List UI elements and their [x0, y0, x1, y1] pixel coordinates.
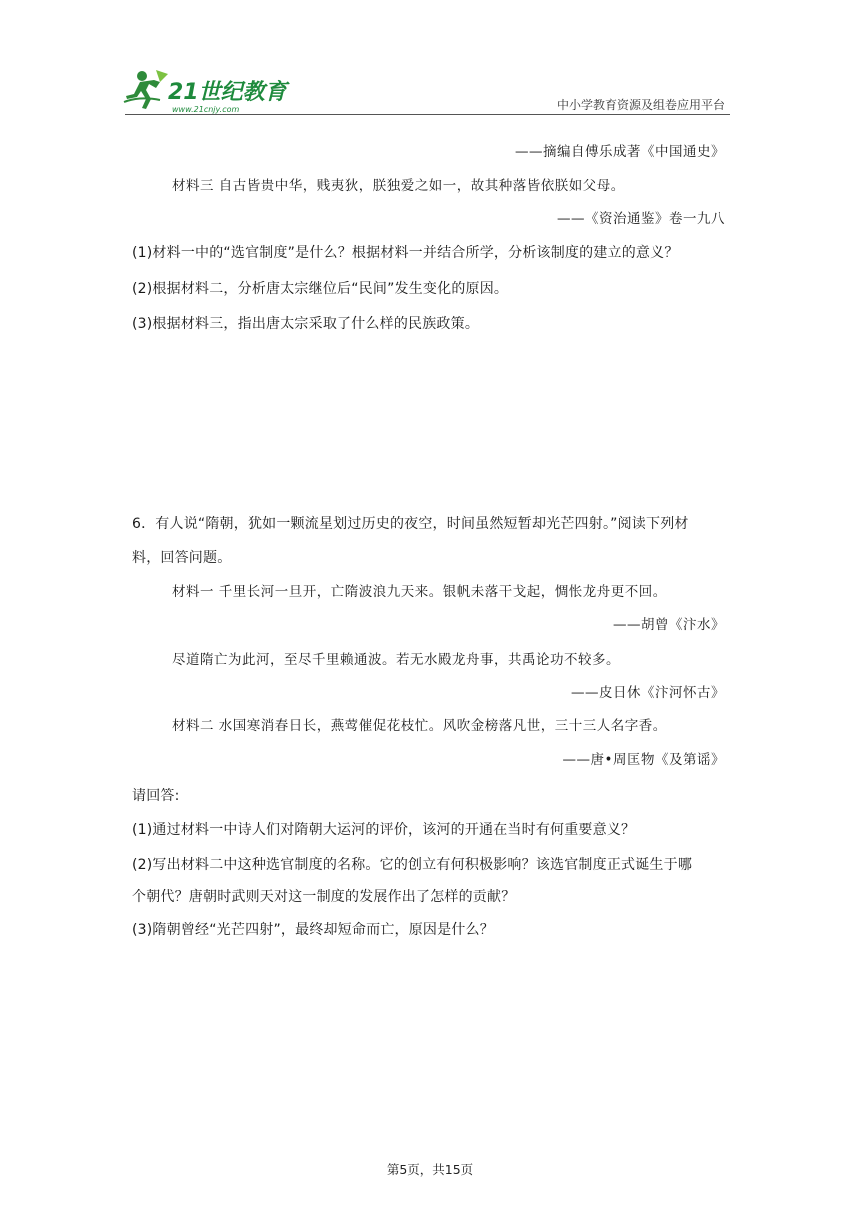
q6-material2-source: ——唐•周匡物《及第谣》 [562, 752, 725, 768]
platform-name: 中小学教育资源及组卷应用平台 [556, 98, 725, 112]
q5-question-3: (3)根据材料三，指出唐太宗采取了什么样的民族政策。 [132, 316, 480, 332]
page-header [120, 66, 730, 118]
q6-intro-line2: 料，回答问题。 [132, 550, 232, 566]
page-number: 第5页，共15页 [386, 1162, 474, 1177]
material3-text: 材料三 自古皆贵中华，贱夷狄，朕独爱之如一，故其种落皆依朕如父母。 [172, 178, 625, 194]
q6-material1-poem1: 材料一 千里长河一旦开，亡隋波浪九天来。银帆未落干戈起，惆怅龙舟更不回。 [172, 584, 667, 600]
q6-material1-poem2-source: ——皮日休《汴河怀古》 [571, 685, 725, 701]
q6-question-3: (3)隋朝曾经“光芒四射”，最终却短命而亡，原因是什么？ [132, 922, 494, 938]
header-divider [125, 114, 730, 115]
q6-question-2-line2: 个朝代？唐朝时武则天对这一制度的发展作出了怎样的贡献？ [132, 889, 516, 905]
q6-question-1: (1)通过材料一中诗人们对隋朝大运河的评价，该河的开通在当时有何重要意义？ [132, 822, 636, 838]
q6-material1-poem1-source: ——胡曾《汴水》 [613, 617, 725, 633]
runner-icon [124, 70, 168, 109]
logo-url: www.21cnjy.com [172, 105, 240, 114]
q6-question-2-line1: (2)写出材料二中这种选官制度的名称。它的创立有何积极影响？该选官制度正式诞生于哪 [132, 857, 693, 873]
material2-source: ——摘编自傅乐成著《中国通史》 [515, 144, 725, 160]
q6-material2-poem: 材料二 水国寒消春日长，燕莺催促花枝忙。风吹金榜落凡世，三十三人名字香。 [172, 718, 667, 734]
material3-source: ——《资治通鉴》卷一九八 [557, 211, 725, 227]
logo-21cnjy [120, 66, 295, 116]
q6-material1-poem2: 尽道隋亡为此河，至尽千里赖通波。若无水殿龙舟事，共禹论功不较多。 [172, 652, 620, 668]
q6-prompt: 请回答: [132, 788, 180, 804]
q5-question-1: (1)材料一中的“选官制度”是什么？根据材料一并结合所学，分析该制度的建立的意义？ [132, 245, 679, 261]
q6-intro-line1: 6．有人说“隋朝，犹如一颗流星划过历史的夜空，时间虽然短暂却光芒四射。”阅读下列材 [132, 516, 689, 532]
q5-question-2: (2)根据材料二，分析唐太宗继位后“民间”发生变化的原因。 [132, 281, 509, 297]
logo-text: 21世纪教育 [168, 80, 287, 105]
